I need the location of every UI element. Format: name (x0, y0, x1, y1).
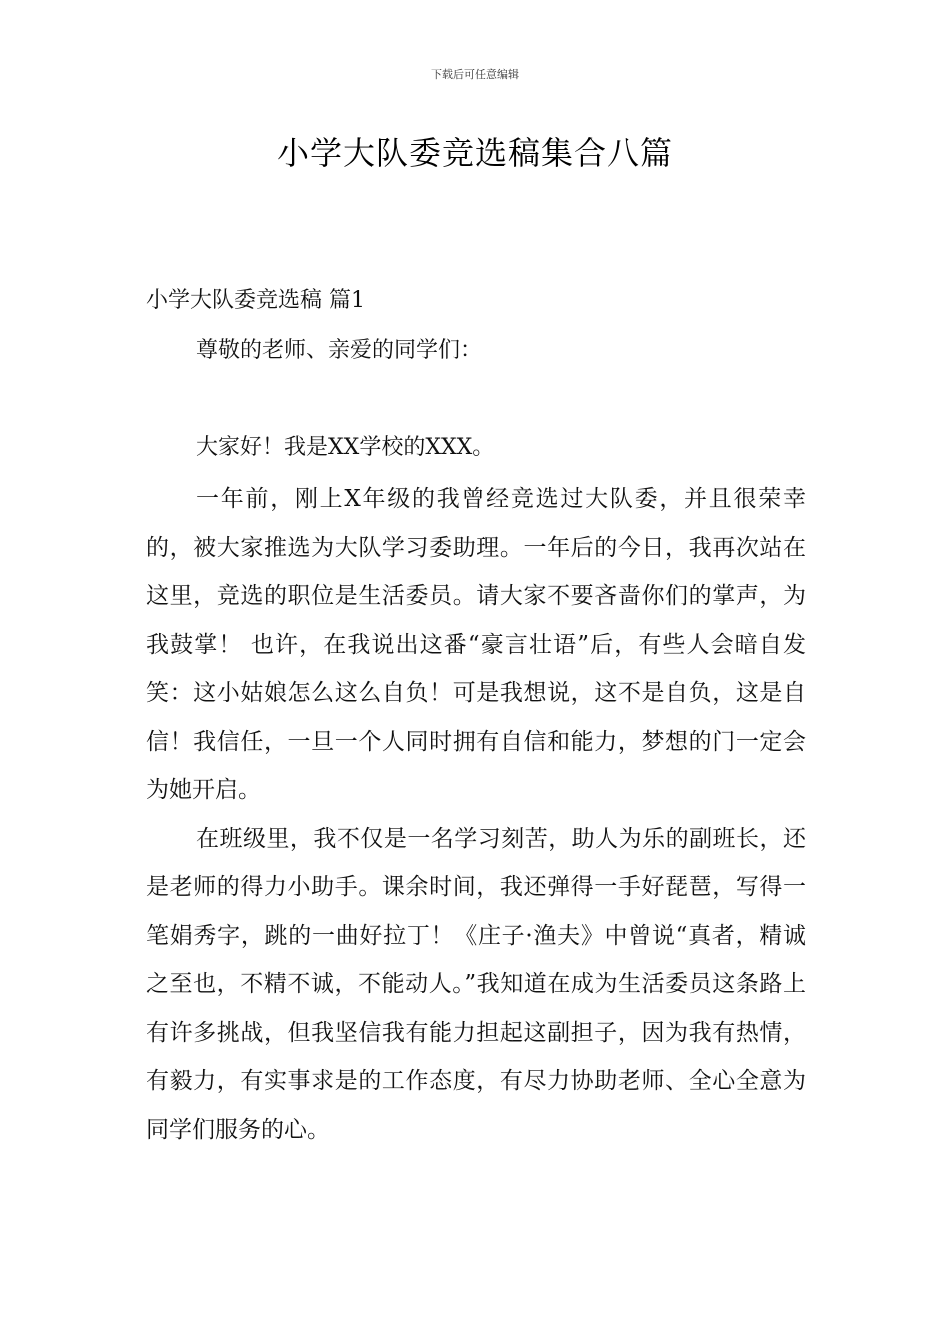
page-header-note: 下载后可任意编辑 (431, 68, 519, 81)
body-paragraph: 一年前，刚上X年级的我曾经竞选过大队委，并且很荣幸的，被大家推选为大队学习委助理。一年后的今日，我再次站在这里，竞选的职位是生活委员。请大家不要吝啬你们的掌声，为我鼓掌！ 也许，在我说出这番“豪言壮语”后，有些人会暗自发笑：这小姑娘怎么这么自负！可是我想说，这不是自负，这是自信！我信任，一旦一个人同时拥有自信和能力，梦想的门一定会为她开启。 (146, 486, 806, 803)
greeting-line: 尊敬的老师、亲爱的同学们： (196, 338, 483, 363)
speech-body (146, 475, 806, 1154)
document-title: 小学大队委竞选稿集合八篇 (276, 134, 673, 172)
section-heading: 小学大队委竞选稿 篇1 (146, 288, 365, 313)
body-paragraph: 在班级里，我不仅是一名学习刻苦，助人为乐的副班长，还是老师的得力小助手。课余时间，我还弹得一手好琵琶，写得一笔娟秀字，跳的一曲好拉丁！《庄子·渔夫》中曾说“真者，精诚之至也，不精不诚，不能动人。”我知道在成为生活委员这条路上有许多挑战，但我坚信我有能力担起这副担子，因为我有热情，有毅力，有实事求是的工作态度，有尽力协助老师、全心全意为同学们服务的心。 (146, 825, 806, 1143)
self-introduction-line: 大家好！我是XX学校的XXX。 (196, 435, 495, 460)
